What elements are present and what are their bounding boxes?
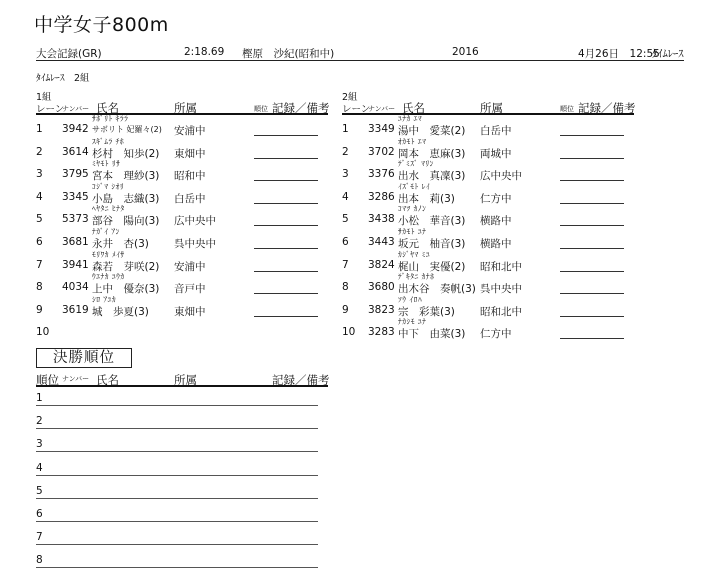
lane-number: 6 [342, 236, 349, 248]
record-entry-line [560, 338, 624, 339]
team-name: 両城中 [480, 147, 512, 160]
final-row-line [36, 521, 318, 522]
bib-number: 3941 [62, 258, 89, 271]
lane-number: 8 [36, 281, 43, 294]
final-place: 4 [36, 461, 43, 474]
athlete-name: 永井 杏(3) [92, 238, 149, 250]
athlete-name: 小松 華音(3) [398, 215, 466, 228]
athlete-kana: ｲｽﾞﾓﾄ ﾚｲ [398, 181, 431, 191]
lane-number: 8 [342, 281, 349, 294]
team-name: 広中央中 [174, 215, 216, 228]
col-lane: レーン [36, 104, 65, 115]
bib-number: 5373 [62, 213, 89, 226]
lane-number: 1 [36, 123, 43, 135]
team-name: 広中央中 [480, 170, 522, 183]
team-name: 呉中央中 [480, 283, 522, 296]
col-number: ナンバー [62, 105, 90, 113]
col-record: 記録／備考 [272, 101, 330, 115]
lane-number: 10 [342, 326, 356, 339]
final-row-line [36, 544, 318, 545]
team-name: 昭和北中 [480, 305, 522, 318]
team-name: 東畑中 [174, 147, 206, 160]
final-col-rank: 順位 [36, 373, 59, 387]
team-name: 昭和北中 [480, 260, 522, 273]
col-record: 記録／備考 [578, 101, 636, 115]
bib-number: 3283 [368, 326, 395, 339]
group-label: 1組 [36, 92, 52, 103]
final-place: 2 [36, 415, 43, 428]
bib-number: 3823 [368, 303, 395, 316]
final-title: 決勝順位 [36, 348, 132, 368]
athlete-kana: ｻｶﾓﾄ ﾕﾅ [398, 227, 427, 236]
team-name: 仁方中 [480, 192, 512, 205]
athlete-name: 出水 真凜(3) [398, 170, 466, 183]
bib-number: 3702 [368, 145, 395, 158]
record-entry-line [254, 248, 318, 249]
final-place: 3 [36, 438, 43, 451]
lane-number: 4 [342, 190, 349, 203]
final-row-line [36, 498, 318, 499]
lane-number: 3 [36, 168, 43, 181]
team-name: 白岳中 [174, 192, 206, 205]
lane-number: 10 [36, 326, 50, 339]
lane-number: 7 [36, 258, 43, 271]
record-entry-line [254, 225, 318, 226]
athlete-name: 出本 莉(3) [398, 192, 455, 205]
team-name: 安浦中 [174, 125, 206, 137]
record-entry-line [254, 271, 318, 272]
athlete-name: 城 歩夏(3) [92, 305, 149, 318]
final-place: 6 [36, 508, 43, 520]
col-lane: レーン [342, 104, 371, 115]
race-info: ﾀｲﾑﾚｰｽ 2組 [36, 73, 90, 84]
team-name: 横路中 [480, 238, 512, 250]
record-entry-line [254, 293, 318, 294]
team-name: 横路中 [480, 215, 512, 228]
col-number: ナンバー [368, 105, 396, 113]
lane-number: 5 [36, 213, 43, 226]
athlete-kana: ｺｼﾞﾏ ｼｵﾘ [92, 181, 125, 191]
athlete-name: 宗 彩葉(3) [398, 305, 455, 318]
record-entry-line [560, 180, 624, 181]
bib-number: 3795 [62, 168, 89, 181]
athlete-kana: ﾃﾞｷﾀﾆ ｶﾅﾎ [398, 272, 435, 282]
record-entry-line [254, 158, 318, 159]
lane-number: 2 [342, 145, 349, 158]
team-name: 安浦中 [174, 260, 206, 273]
final-col-team: 所属 [174, 373, 197, 387]
col-team: 所属 [480, 101, 503, 115]
col-rank: 順位 [560, 105, 574, 113]
athlete-name: 部谷 陽向(3) [92, 215, 160, 228]
record-entry-line [560, 316, 624, 317]
lane-number: 1 [342, 123, 349, 135]
bib-number: 3614 [62, 145, 89, 158]
athlete-name: 小島 志織(3) [92, 192, 160, 205]
athlete-kana: ｿｳ ｲﾛﾊ [398, 294, 423, 304]
bib-number: 3349 [368, 123, 395, 135]
athlete-kana: ｽｷﾞﾑﾗ ﾁﾎ [92, 136, 125, 146]
record-entry-line [254, 180, 318, 181]
athlete-name: 岡本 恵麻(3) [398, 147, 466, 160]
team-name: 白岳中 [480, 125, 512, 137]
team-name: 昭和中 [174, 170, 206, 183]
final-row-line [36, 475, 318, 476]
athlete-name: 坂元 柚音(3) [398, 238, 466, 250]
team-name: 呉中央中 [174, 238, 216, 250]
group-label: 2組 [342, 92, 358, 103]
athlete-name: 宮本 理紗(3) [92, 170, 160, 183]
lane-number: 7 [342, 258, 349, 271]
group-header-rule [342, 113, 634, 115]
record-entry-line [560, 158, 624, 159]
record-entry-line [560, 135, 624, 136]
col-rank: 順位 [254, 105, 268, 113]
team-name: 東畑中 [174, 305, 206, 318]
record-entry-line [254, 316, 318, 317]
lane-number: 9 [36, 303, 43, 316]
record-entry-line [560, 248, 624, 249]
final-col-number: ナンバー [62, 375, 90, 383]
athlete-kana: ｼﾛ ｱﾕｶ [92, 294, 117, 304]
bib-number: 3286 [368, 190, 395, 203]
athlete-kana: ｳｴﾅｶ ﾕｳｶ [92, 272, 125, 282]
bib-number: 3376 [368, 168, 395, 181]
bib-number: 3443 [368, 236, 395, 248]
group-header-rule [36, 113, 328, 115]
team-name: 音戸中 [174, 283, 206, 296]
bib-number: 4034 [62, 281, 89, 294]
bib-number: 3680 [368, 281, 395, 294]
meet-record-year: 2016 [452, 46, 479, 58]
lane-number: 4 [36, 190, 43, 203]
event-datetime: 4月26日 12:55 [578, 48, 660, 60]
final-place: 7 [36, 531, 43, 544]
col-team: 所属 [174, 101, 197, 115]
final-row-line [36, 451, 318, 452]
record-entry-line [560, 271, 624, 272]
record-entry-line [560, 225, 624, 226]
title-divider [36, 60, 684, 61]
athlete-kana: ｵｶﾓﾄ ｴﾏ [398, 136, 427, 146]
bib-number: 3345 [62, 190, 89, 203]
athlete-name: 上中 優奈(3) [92, 283, 160, 296]
meet-record-label: 大会記録(GR) [36, 48, 102, 60]
athlete-kana: ﾐﾔﾓﾄ ﾘｻ [92, 159, 121, 169]
athlete-kana: ｺﾏﾂ ｶﾉﾝ [398, 204, 427, 214]
meet-record-time: 2:18.69 [184, 46, 225, 58]
athlete-name: 森若 芽咲(2) [92, 260, 160, 273]
athlete-kana: ｶｼﾞﾔﾏ ﾐﾕ [398, 249, 431, 259]
meet-record-holder: 樫原 沙紀(昭和中) [242, 48, 335, 60]
col-name: 氏名 [402, 101, 425, 115]
lane-number: 5 [342, 213, 349, 226]
final-row-line [36, 428, 318, 429]
athlete-kana: ﾓﾘﾜｶ ﾒｲｻ [92, 249, 125, 259]
bib-number: 3681 [62, 236, 89, 248]
athlete-kana: ﾅｶｼﾓ ﾕﾅ [398, 317, 427, 327]
final-row-line [36, 567, 318, 568]
final-place: 8 [36, 554, 43, 567]
athlete-name: 出木谷 奏帆(3) [398, 283, 476, 296]
record-entry-line [560, 293, 624, 294]
final-col-name: 氏名 [96, 373, 119, 387]
lane-number: 6 [36, 236, 43, 248]
athlete-name: 湯中 愛菜(2) [398, 125, 466, 137]
final-col-record: 記録／備考 [272, 373, 330, 387]
athlete-name: サボリト 妃羅々(2) [92, 125, 162, 134]
bib-number: 3438 [368, 213, 395, 226]
record-entry-line [560, 203, 624, 204]
athlete-kana: ﾕﾅｶ ｴﾏ [398, 114, 423, 123]
athlete-name: 中下 由菜(3) [398, 328, 466, 341]
lane-number: 9 [342, 303, 349, 316]
final-place: 5 [36, 484, 43, 497]
record-entry-line [254, 203, 318, 204]
page-title: 中学女子800m [34, 14, 169, 36]
bib-number: 3824 [368, 258, 395, 271]
record-entry-line [254, 135, 318, 136]
final-place: 1 [36, 392, 43, 404]
event-type: ﾀｲﾑﾚｰｽ [652, 48, 684, 60]
col-name: 氏名 [96, 101, 119, 115]
athlete-name: 梶山 実優(2) [398, 260, 466, 273]
athlete-kana: ﾅｶﾞｲ ｱﾝ [92, 227, 120, 236]
lane-number: 2 [36, 145, 43, 158]
bib-number: 3619 [62, 303, 89, 316]
athlete-kana: ﾍﾔﾀﾆ ﾋﾅﾀ [92, 204, 125, 214]
final-row-line [36, 405, 318, 406]
lane-number: 3 [342, 168, 349, 181]
athlete-kana: ｻﾎﾞﾘﾄ ｷﾗﾗ [92, 114, 129, 123]
athlete-name: 杉村 知歩(2) [92, 147, 160, 160]
final-header-rule [36, 385, 328, 387]
team-name: 仁方中 [480, 328, 512, 341]
athlete-kana: ﾃﾞﾐｽﾞ ﾏﾘﾝ [398, 159, 434, 169]
bib-number: 3942 [62, 123, 89, 135]
